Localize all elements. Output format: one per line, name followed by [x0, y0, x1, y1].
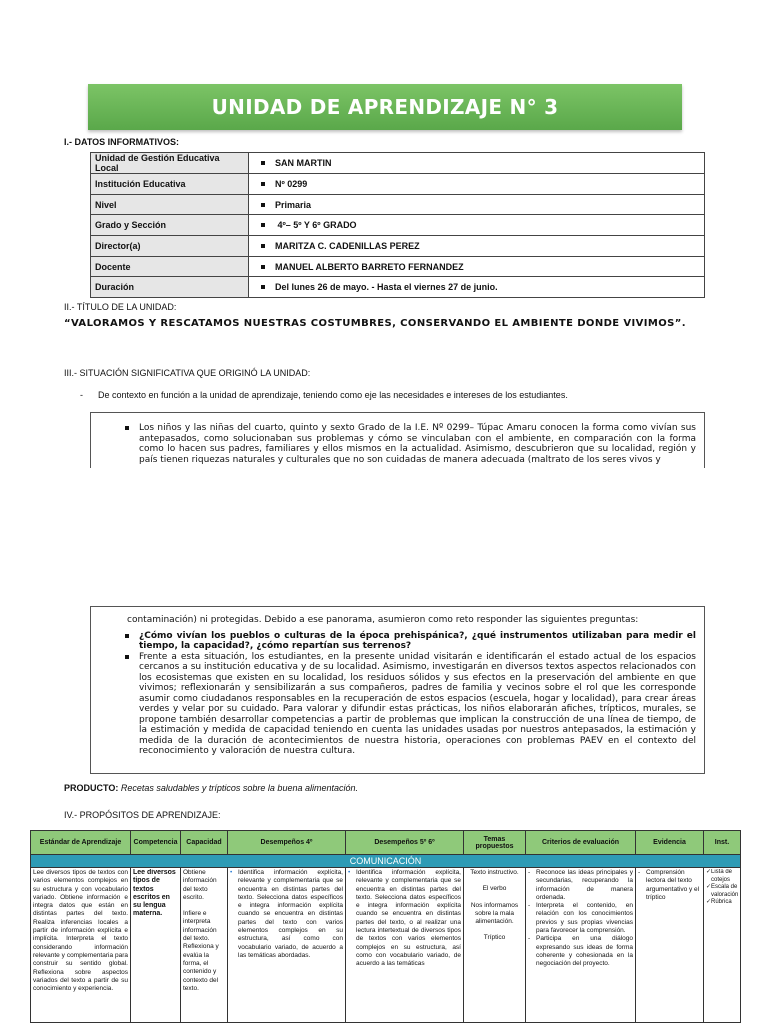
instrumentos-content [706, 869, 738, 1021]
intro-text: De contexto en función a la unidad de aprendizaje, teniendo como eje las necesidades e intereses de los estudiantes. [98, 390, 568, 400]
table-header-row [31, 831, 741, 855]
tema-item: Nos informamos sobre la mala alimentación. [470, 901, 519, 926]
table-row [91, 174, 705, 195]
situation-text-1: Los niños y las niñas del cuarto, quinto y sexto Grado de la I.E. Nº 0299– Túpac Amaru conocen la forma como vivían sus antepasados, como solucionaban sus problemas y cómo se vinculaban con el ambiente, en comparación con la forma como lo hacen sus padres, familiares y ellos mismos en la actualidad. Asimismo, descubrieron que su localidad, región y país tienen riquezas naturales y culturales que no son cuidadas de manera adecuada (maltrato de los seres vivos y [139, 423, 696, 465]
instrumento-text: Rúbrica [711, 899, 732, 905]
column-header: Evidencia [636, 831, 704, 855]
tema-item: El verbo [482, 885, 507, 893]
tema-item: Tríptico [483, 934, 506, 942]
producto-line [64, 783, 358, 793]
dash-icon: - [528, 902, 531, 910]
info-label: Institución Educativa [91, 174, 249, 195]
info-label: Unidad de Gestión Educativa Local [91, 153, 249, 174]
bullet-icon [125, 655, 129, 659]
info-value: MARITZA C. CADENILLAS PEREZ [275, 240, 420, 251]
producto-value: Recetas saludables y trípticos sobre la buena alimentación. [120, 783, 358, 793]
list-item [706, 869, 738, 884]
column-header: Criterios de evaluación [526, 831, 636, 855]
bullet-icon [125, 634, 129, 638]
dash-icon: - [528, 935, 531, 943]
table-row [91, 256, 705, 277]
capacidad-content [183, 869, 225, 1021]
producto-label: PRODUCTO: [64, 783, 119, 793]
evidencia-text: Comprensión lectora del texto argumentativo y el tríptico [646, 869, 700, 901]
section-datos-heading: I.- DATOS INFORMATIVOS: [64, 137, 179, 147]
temas-content [466, 869, 523, 1021]
column-header: Inst. [704, 831, 741, 855]
info-value-cell [249, 215, 705, 236]
list-item [528, 869, 633, 902]
evidencia-content [638, 869, 701, 1021]
situation-questions [103, 631, 696, 652]
info-value: Del lunes 26 de mayo. - Hasta el viernes 27 de junio. [275, 282, 498, 293]
list-item [706, 884, 738, 899]
dash-icon: - [638, 869, 641, 876]
table-row [91, 194, 705, 215]
bullet-icon [261, 265, 265, 269]
tema-item: Texto instructivo. [470, 869, 519, 876]
info-value-cell [249, 256, 705, 277]
desempeno-4-text: Identifica información explícita, relevante y complementaria que se encuentra en distintas partes del texto. Selecciona datos específicos e integra información explícita cuando se encuentra en distintas partes del texto con varios elementos complejos en su estructura, así como con vocabulario variado, de acuerdo a las temáticas abordadas. [238, 869, 343, 959]
info-value-cell [249, 236, 705, 257]
situation-box-bottom [90, 606, 705, 774]
propositos-table [30, 830, 741, 1023]
info-label: Grado y Sección [91, 215, 249, 236]
info-value: Nº 0299 [275, 178, 308, 189]
unit-heading: UNIDAD DE APRENDIZAJE N° 3 [211, 95, 559, 119]
competencia-text: Lee diversos tipos de textos escritos en su lengua materna. [133, 869, 176, 918]
situation-paragraph [103, 423, 696, 465]
bullet-icon [261, 203, 265, 207]
column-header: Competencia [131, 831, 181, 855]
info-value-cell [249, 277, 705, 298]
bullet-icon [261, 161, 265, 165]
bullet-icon [261, 223, 265, 227]
intro-line [80, 390, 568, 400]
area-band-row [31, 855, 741, 868]
competencia-cell [131, 868, 181, 1023]
estandar-text: Lee diversos tipos de textos con varios elementos complejos en su estructura y con vocabulario variado. Obtiene información e integra datos que están en distintas partes del texto. Realiza inferencias locales a partir de información explícita e implícita. Interpreta el texto considerando información relevante y complementaria para construir su sentido global. Reflexiona sobre aspectos variados del texto a partir de su conocimiento y experiencia. [33, 869, 128, 993]
criterios-content [528, 869, 633, 1021]
dash-icon: - [80, 390, 83, 400]
info-value: Primaria [275, 199, 312, 210]
capacidad-text: Infiere e interpreta información del texto. Reflexiona y evalúa la forma, el contenido y contexto del texto. [183, 910, 219, 992]
info-value-cell [249, 153, 705, 174]
section-titulo-heading: II.- TÍTULO DE LA UNIDAD: [64, 302, 177, 312]
bullet-icon [125, 426, 129, 430]
datos-informativos-table [90, 152, 705, 298]
list-item [528, 935, 633, 968]
unit-title-text: “VALORAMOS Y RESCATAMOS NUESTRAS COSTUMBRES, CONSERVANDO EL AMBIENTE DONDE VIVIMOS”. [64, 318, 686, 329]
criterios-cell [526, 868, 636, 1023]
dash-icon: - [528, 869, 531, 876]
capacidad-cell [181, 868, 228, 1023]
spacer [466, 894, 523, 902]
evidencia-cell [636, 868, 704, 1023]
bullet-icon [261, 285, 265, 289]
instrumento-text: Lista de cotejos [711, 869, 733, 883]
bullet-icon: • [230, 869, 233, 876]
temas-cell [464, 868, 526, 1023]
info-value-cell [249, 174, 705, 195]
info-label: Duración [91, 277, 249, 298]
table-row [31, 868, 741, 1023]
table-row [91, 277, 705, 298]
list-item [706, 899, 738, 907]
info-label: Nivel [91, 194, 249, 215]
desempeno-4-cell [228, 868, 346, 1023]
situation-paragraph [103, 652, 696, 757]
column-header: Capacidad [181, 831, 228, 855]
capacidad-text: Obtiene información del texto escrito. [183, 869, 217, 901]
situation-text-2: Frente a esta situación, los estudiantes, en la presente unidad visitarán e identificarán el estado actual de los espacios cercanos a su institución educativa y de su localidad. Asimismo, investigarán en diversos textos aspectos relacionados con los ecosistemas que existen en su localidad, los residuos sólidos y sus efectos en la preservación del ambiente en que vivimos; reflexionarán y sensibilizarán a sus compañeros, padres de familia y vecinos sobre el rol que les corresponde asumir como ciudadanos responsables en la recuperación de estos espacios (escuela, hogar y localidad), para crear áreas verdes y velar por su cuidado. Para valorar y difundir estas prácticas, los niños elaborarán afiches, trípticos, murales, se propone también desarrollar competencias a partir de problemas que implican la construcción de una línea de tiempo, de la estimación y medida de capacidad teniendo en cuenta las unidades usadas por nuestros antepasados, la estimación y medida de la duración de acontecimientos de nuestra historia, operaciones con problemas PAEV en el contexto del reconocimiento y valoración de nuestra cultura. [139, 651, 696, 756]
estandar-cell [31, 868, 131, 1023]
situation-box-top [90, 412, 705, 468]
info-label: Docente [91, 256, 249, 277]
section-propositos-heading: IV.- PROPÓSITOS DE APRENDIZAJE: [64, 810, 221, 820]
list-item [528, 902, 633, 935]
situation-questions-text: ¿Cómo vivían los pueblos o culturas de la época prehispánica?, ¿qué instrumentos utilizaban para medir el tiempo, la capacidad?, ¿cómo repartían sus terrenos? [139, 630, 696, 651]
instrumentos-cell [704, 868, 741, 1023]
unit-title-banner [88, 84, 682, 130]
criterio-text: Reconoce las ideas principales y secundarias, recuperando la información de manera ordenada. [536, 869, 633, 901]
area-band: COMUNICACIÓN [31, 855, 741, 868]
column-header: Desempeños 5º 6º [346, 831, 464, 855]
column-header: Estándar de Aprendizaje [31, 831, 131, 855]
column-header: Temas propuestos [464, 831, 526, 855]
info-value: SAN MARTIN [275, 158, 332, 168]
section-situacion-heading: III.- SITUACIÓN SIGNIFICATIVA QUE ORIGINÓ LA UNIDAD: [64, 368, 311, 378]
desempeno-56-cell [346, 868, 464, 1023]
criterio-text: Interpreta el contenido, en relación con los conocimientos previos y sus propias vivencias para favorecer la comprensión. [536, 902, 633, 935]
bullet-icon [261, 244, 265, 248]
check-icon: ✓ [706, 884, 712, 890]
table-row [91, 215, 705, 236]
table-row [91, 153, 705, 174]
desempeno-56-text: Identifica información explícita, relevante y complementaria que se encuentra en distintas partes del texto. Selecciona datos específicos e integra información explícita cuando se encuentra en distintas partes del texto, o al realizar una lectura intertextual de diversos tipos de textos con varios elementos complejos en su estructura, así como con vocabulario variado, de acuerdo a las temáticas [356, 869, 461, 968]
instrumento-text: Escala de valoración [711, 884, 738, 898]
desempeno-56-content [348, 869, 461, 1021]
info-value: 4º– 5º Y 6º GRADO [275, 220, 357, 231]
desempeno-4-content [230, 869, 343, 1021]
column-header: Desempeños 4º [228, 831, 346, 855]
situation-continuation: contaminación) ni protegidas. Debido a ese panorama, asumieron como reto responder las siguientes preguntas: [127, 615, 639, 625]
spacer [183, 902, 225, 910]
check-icon: ✓ [706, 899, 712, 905]
check-icon: ✓ [706, 869, 712, 875]
table-row [91, 236, 705, 257]
info-value: MANUEL ALBERTO BARRETO FERNANDEZ [275, 261, 464, 272]
info-value-cell [249, 194, 705, 215]
bullet-icon [261, 182, 265, 186]
criterio-text: Participa en una diálogo expresando sus ideas de forma coherente y cohesionada en la negociación del proyecto. [536, 935, 633, 968]
spacer [466, 926, 523, 934]
spacer [466, 877, 523, 885]
bullet-icon: • [348, 869, 351, 876]
info-label: Director(a) [91, 236, 249, 257]
